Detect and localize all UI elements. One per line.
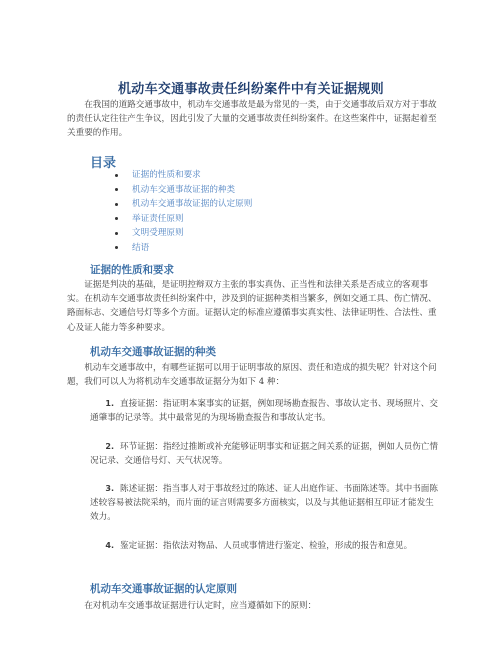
list-number: 3. (105, 484, 114, 493)
toc-item-label[interactable]: 文明受理原则 (132, 228, 184, 238)
list-item-text: 陈述证据：指当事人对于事故经过的陈述、证人出庭作证、书面陈述等。其中书面陈述较容易被法院采纳，而片面的证言则需要多方面核实，以及与其他证据相互印证才能发生效力。 (90, 484, 438, 523)
intro-paragraph: 在我国的道路交通事故中，机动车交通事故是最为常见的一类，由于交通事故后双方对于事故的责任认定往往产生争议，因此引发了大量的交通事故责任纠纷案件。在这些案件中，证据起着至关重要的作用。 (67, 100, 437, 139)
toc-item[interactable] (115, 241, 252, 256)
section-heading-types: 机动车交通事故证据的种类 (90, 346, 216, 358)
toc-item[interactable] (115, 183, 252, 198)
bullet-icon (115, 203, 118, 206)
section-body-nature: 证据是判决的基础，是证明控辩双方主张的事实真伪、正当性和法律关系是否成立的客观事实。在机动车交通事故责任纠纷案件中，涉及到的证据种类相当繁多，例如交通工具、伤亡情况、路面标志、交通信号灯等多个方面。证据认定的标准应遵循事实真实性、法律证明性、合法性、重心及证人能力等多种要求。 (67, 280, 437, 333)
bullet-icon (115, 188, 118, 191)
list-number: 1. (105, 399, 114, 408)
section-heading-principles: 机动车交通事故证据的认定原则 (90, 583, 237, 595)
list-item (90, 539, 440, 553)
toc-item[interactable] (115, 168, 252, 183)
list-item (90, 397, 440, 425)
list-item-text: 环节证据：指经过推断或补充能够证明事实和证据之间关系的证据，例如人员伤亡情况记录、交通信号灯、天气状况等。 (90, 442, 438, 467)
toc-item-label[interactable]: 举证责任原则 (132, 213, 184, 224)
toc-item-label[interactable]: 机动车交通事故证据的认定原则 (132, 199, 253, 209)
section-body-types: 机动车交通事故中，有哪些证据可以用于证明事故的原因、责任和造成的损失呢？针对这个问题，我们可以人为将机动车交通事故证据分为如下 4 种： (67, 363, 437, 388)
list-item-text: 鉴定证据：指依法对物品、人员或事情进行鉴定、检验，形成的报告和意见。 (120, 541, 413, 551)
list-item (90, 482, 440, 525)
list-number: 2. (105, 442, 114, 451)
toc-heading: 目录 (90, 156, 117, 171)
bullet-icon (115, 232, 118, 235)
bullet-icon (115, 217, 118, 220)
section-heading-nature: 证据的性质和要求 (90, 264, 174, 276)
toc-item[interactable] (115, 197, 252, 212)
list-item (90, 440, 440, 468)
table-of-contents (115, 168, 252, 255)
toc-item-label[interactable]: 证据的性质和要求 (132, 170, 201, 180)
section-body-principles: 在对机动车交通事故证据进行认定时，应当遵循如下的原则： (84, 601, 317, 611)
list-item-text: 直接证据：指证明本案事实的证据，例如现场勘查报告、事故认定书、现场照片、交通肇事的记录等。其中最常见的为现场勘查报告和事故认定书。 (90, 399, 438, 424)
list-number: 4. (105, 541, 114, 550)
toc-item-label[interactable]: 机动车交通事故证据的种类 (132, 184, 236, 195)
bullet-icon (115, 174, 118, 177)
toc-item[interactable] (115, 226, 252, 241)
page-title: 机动车交通事故责任纠纷案件中有关证据规则 (117, 82, 384, 97)
toc-item-label[interactable]: 结语 (132, 242, 150, 253)
bullet-icon (115, 246, 118, 249)
toc-item[interactable] (115, 212, 252, 227)
